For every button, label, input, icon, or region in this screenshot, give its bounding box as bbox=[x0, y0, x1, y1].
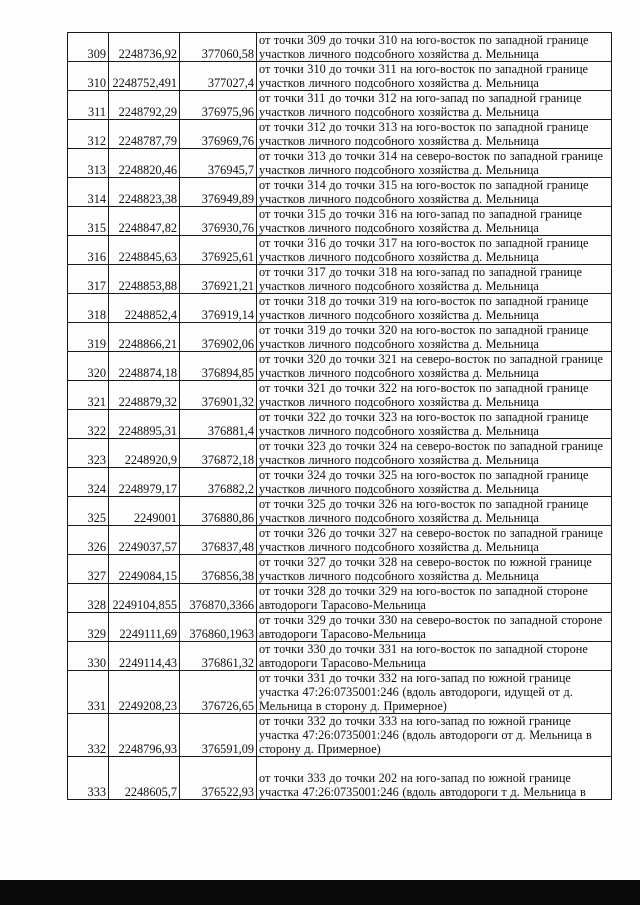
y-coordinate-cell: 376901,32 bbox=[180, 381, 257, 410]
table-row bbox=[68, 149, 612, 178]
table-row bbox=[68, 62, 612, 91]
boundary-description-cell: от точки 332 до точки 333 на юго-запад по южной границе участка 47:26:0735001:246 (вдоль автодороги от д. Мельница в сторону д. Примерное) bbox=[257, 714, 612, 757]
point-number-cell: 311 bbox=[68, 91, 109, 120]
table-row bbox=[68, 468, 612, 497]
coordinates-table bbox=[67, 32, 612, 800]
x-coordinate-cell: 2248895,31 bbox=[109, 410, 180, 439]
y-coordinate-cell: 376930,76 bbox=[180, 207, 257, 236]
x-coordinate-cell: 2248736,92 bbox=[109, 33, 180, 62]
table-row bbox=[68, 207, 612, 236]
y-coordinate-cell: 377027,4 bbox=[180, 62, 257, 91]
boundary-description-cell: от точки 319 до точки 320 на юго-восток по западной границе участков личного подсобного хозяйства д. Мельница bbox=[257, 323, 612, 352]
table-row bbox=[68, 439, 612, 468]
boundary-description-cell: от точки 326 до точки 327 на северо-восток по западной границе участков личного подсобного хозяйства д. Мельница bbox=[257, 526, 612, 555]
table-row bbox=[68, 613, 612, 642]
table-row bbox=[68, 642, 612, 671]
y-coordinate-cell: 376837,48 bbox=[180, 526, 257, 555]
table-row bbox=[68, 236, 612, 265]
x-coordinate-cell: 2248979,17 bbox=[109, 468, 180, 497]
table-row bbox=[68, 294, 612, 323]
x-coordinate-cell: 2249001 bbox=[109, 497, 180, 526]
x-coordinate-cell: 2249084,15 bbox=[109, 555, 180, 584]
point-number-cell: 332 bbox=[68, 714, 109, 757]
y-coordinate-cell: 376860,1963 bbox=[180, 613, 257, 642]
boundary-description-cell: от точки 310 до точки 311 на юго-восток по западной границе участков личного подсобного хозяйства д. Мельница bbox=[257, 62, 612, 91]
y-coordinate-cell: 376881,4 bbox=[180, 410, 257, 439]
table-row bbox=[68, 178, 612, 207]
y-coordinate-cell: 376975,96 bbox=[180, 91, 257, 120]
y-coordinate-cell: 376726,65 bbox=[180, 671, 257, 714]
point-number-cell: 324 bbox=[68, 468, 109, 497]
point-number-cell: 316 bbox=[68, 236, 109, 265]
point-number-cell: 317 bbox=[68, 265, 109, 294]
y-coordinate-cell: 376882,2 bbox=[180, 468, 257, 497]
table-row bbox=[68, 555, 612, 584]
point-number-cell: 321 bbox=[68, 381, 109, 410]
boundary-description-cell: от точки 320 до точки 321 на северо-восток по западной границе участков личного подсобного хозяйства д. Мельница bbox=[257, 352, 612, 381]
coordinates-table-body bbox=[68, 33, 612, 800]
point-number-cell: 315 bbox=[68, 207, 109, 236]
point-number-cell: 330 bbox=[68, 642, 109, 671]
point-number-cell: 319 bbox=[68, 323, 109, 352]
boundary-description-cell: от точки 312 до точки 313 на юго-восток по западной границе участков личного подсобного хозяйства д. Мельница bbox=[257, 120, 612, 149]
table-row bbox=[68, 526, 612, 555]
point-number-cell: 328 bbox=[68, 584, 109, 613]
x-coordinate-cell: 2248879,32 bbox=[109, 381, 180, 410]
boundary-description-cell: от точки 314 до точки 315 на юго-восток по западной границе участков личного подсобного хозяйства д. Мельница bbox=[257, 178, 612, 207]
table-row bbox=[68, 757, 612, 800]
x-coordinate-cell: 2248866,21 bbox=[109, 323, 180, 352]
boundary-description-cell: от точки 333 до точки 202 на юго-запад по южной границе участка 47:26:0735001:246 (вдоль автодороги т д. Мельница в bbox=[257, 757, 612, 800]
y-coordinate-cell: 376925,61 bbox=[180, 236, 257, 265]
boundary-description-cell: от точки 327 до точки 328 на северо-восток по южной границе участков личного подсобного хозяйства д. Мельница bbox=[257, 555, 612, 584]
x-coordinate-cell: 2249104,855 bbox=[109, 584, 180, 613]
y-coordinate-cell: 376949,89 bbox=[180, 178, 257, 207]
point-number-cell: 313 bbox=[68, 149, 109, 178]
boundary-description-cell: от точки 311 до точки 312 на юго-запад по западной границе участков личного подсобного хозяйства д. Мельница bbox=[257, 91, 612, 120]
boundary-description-cell: от точки 328 до точки 329 на юго-восток по западной стороне автодороги Тарасово-Мельница bbox=[257, 584, 612, 613]
boundary-description-cell: от точки 318 до точки 319 на юго-восток по западной границе участков личного подсобного хозяйства д. Мельница bbox=[257, 294, 612, 323]
x-coordinate-cell: 2249208,23 bbox=[109, 671, 180, 714]
y-coordinate-cell: 376902,06 bbox=[180, 323, 257, 352]
point-number-cell: 314 bbox=[68, 178, 109, 207]
boundary-description-cell: от точки 330 до точки 331 на юго-восток по западной стороне автодороги Тарасово-Мельница bbox=[257, 642, 612, 671]
x-coordinate-cell: 2248605,7 bbox=[109, 757, 180, 800]
boundary-description-cell: от точки 313 до точки 314 на северо-восток по западной границе участков личного подсобного хозяйства д. Мельница bbox=[257, 149, 612, 178]
x-coordinate-cell: 2248847,82 bbox=[109, 207, 180, 236]
point-number-cell: 329 bbox=[68, 613, 109, 642]
y-coordinate-cell: 376894,85 bbox=[180, 352, 257, 381]
table-row bbox=[68, 265, 612, 294]
y-coordinate-cell: 376591,09 bbox=[180, 714, 257, 757]
table-row bbox=[68, 381, 612, 410]
x-coordinate-cell: 2248874,18 bbox=[109, 352, 180, 381]
table-row bbox=[68, 584, 612, 613]
y-coordinate-cell: 376919,14 bbox=[180, 294, 257, 323]
boundary-description-cell: от точки 322 до точки 323 на юго-восток по западной границе участков личного подсобного хозяйства д. Мельница bbox=[257, 410, 612, 439]
boundary-description-cell: от точки 324 до точки 325 на юго-восток по западной границе участков личного подсобного хозяйства д. Мельница bbox=[257, 468, 612, 497]
y-coordinate-cell: 376870,3366 bbox=[180, 584, 257, 613]
table-row bbox=[68, 33, 612, 62]
y-coordinate-cell: 376522,93 bbox=[180, 757, 257, 800]
table-row bbox=[68, 352, 612, 381]
table-row bbox=[68, 120, 612, 149]
y-coordinate-cell: 377060,58 bbox=[180, 33, 257, 62]
table-row bbox=[68, 91, 612, 120]
table-row bbox=[68, 410, 612, 439]
x-coordinate-cell: 2248845,63 bbox=[109, 236, 180, 265]
point-number-cell: 333 bbox=[68, 757, 109, 800]
table-row bbox=[68, 497, 612, 526]
table-row bbox=[68, 714, 612, 757]
point-number-cell: 325 bbox=[68, 497, 109, 526]
boundary-description-cell: от точки 323 до точки 324 на северо-восток по западной границе участков личного подсобного хозяйства д. Мельница bbox=[257, 439, 612, 468]
boundary-description-cell: от точки 321 до точки 322 на юго-восток по западной границе участков личного подсобного хозяйства д. Мельница bbox=[257, 381, 612, 410]
x-coordinate-cell: 2248796,93 bbox=[109, 714, 180, 757]
x-coordinate-cell: 2248752,491 bbox=[109, 62, 180, 91]
x-coordinate-cell: 2248823,38 bbox=[109, 178, 180, 207]
x-coordinate-cell: 2248820,46 bbox=[109, 149, 180, 178]
x-coordinate-cell: 2249111,69 bbox=[109, 613, 180, 642]
point-number-cell: 322 bbox=[68, 410, 109, 439]
y-coordinate-cell: 376880,86 bbox=[180, 497, 257, 526]
x-coordinate-cell: 2249037,57 bbox=[109, 526, 180, 555]
x-coordinate-cell: 2249114,43 bbox=[109, 642, 180, 671]
point-number-cell: 320 bbox=[68, 352, 109, 381]
y-coordinate-cell: 376945,7 bbox=[180, 149, 257, 178]
scan-bottom-edge bbox=[0, 880, 640, 905]
point-number-cell: 312 bbox=[68, 120, 109, 149]
y-coordinate-cell: 376861,32 bbox=[180, 642, 257, 671]
y-coordinate-cell: 376856,38 bbox=[180, 555, 257, 584]
table-row bbox=[68, 671, 612, 714]
point-number-cell: 318 bbox=[68, 294, 109, 323]
x-coordinate-cell: 2248920,9 bbox=[109, 439, 180, 468]
point-number-cell: 323 bbox=[68, 439, 109, 468]
point-number-cell: 310 bbox=[68, 62, 109, 91]
y-coordinate-cell: 376872,18 bbox=[180, 439, 257, 468]
boundary-description-cell: от точки 331 до точки 332 на юго-запад по южной границе участка 47:26:0735001:246 (вдоль автодороги, идущей от д. Мельница в сторону д. Примерное) bbox=[257, 671, 612, 714]
x-coordinate-cell: 2248852,4 bbox=[109, 294, 180, 323]
boundary-description-cell: от точки 317 до точки 318 на юго-запад по западной границе участков личного подсобного хозяйства д. Мельница bbox=[257, 265, 612, 294]
point-number-cell: 331 bbox=[68, 671, 109, 714]
x-coordinate-cell: 2248787,79 bbox=[109, 120, 180, 149]
point-number-cell: 327 bbox=[68, 555, 109, 584]
boundary-description-cell: от точки 315 до точки 316 на юго-запад по западной границе участков личного подсобного хозяйства д. Мельница bbox=[257, 207, 612, 236]
x-coordinate-cell: 2248792,29 bbox=[109, 91, 180, 120]
boundary-description-cell: от точки 316 до точки 317 на юго-восток по западной границе участков личного подсобного хозяйства д. Мельница bbox=[257, 236, 612, 265]
point-number-cell: 326 bbox=[68, 526, 109, 555]
x-coordinate-cell: 2248853,88 bbox=[109, 265, 180, 294]
boundary-description-cell: от точки 325 до точки 326 на юго-восток по западной границе участков личного подсобного хозяйства д. Мельница bbox=[257, 497, 612, 526]
boundary-description-cell: от точки 329 до точки 330 на северо-восток по западной стороне автодороги Тарасово-Мельница bbox=[257, 613, 612, 642]
y-coordinate-cell: 376921,21 bbox=[180, 265, 257, 294]
boundary-description-cell: от точки 309 до точки 310 на юго-восток по западной границе участков личного подсобного хозяйства д. Мельница bbox=[257, 33, 612, 62]
point-number-cell: 309 bbox=[68, 33, 109, 62]
y-coordinate-cell: 376969,76 bbox=[180, 120, 257, 149]
table-row bbox=[68, 323, 612, 352]
